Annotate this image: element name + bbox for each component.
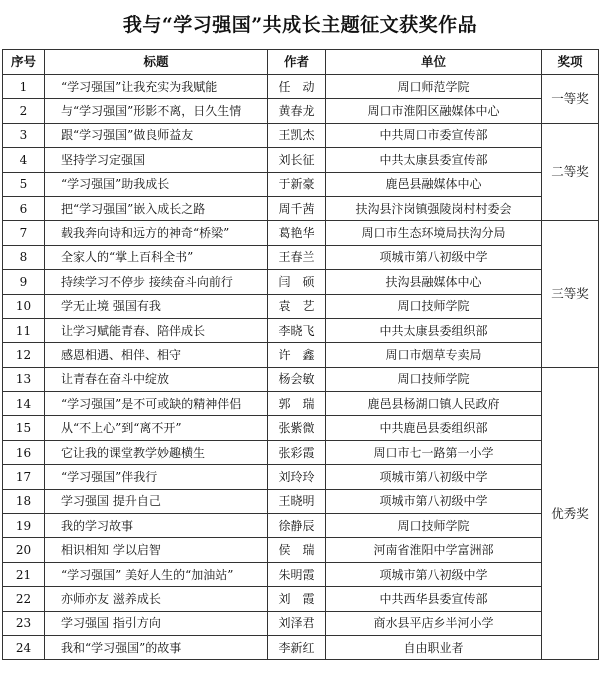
cell-title: 学无止境 强国有我 bbox=[45, 294, 268, 318]
table-row bbox=[3, 221, 599, 245]
cell-title: 感恩相遇、相伴、相守 bbox=[45, 343, 268, 367]
cell-title: 相识相知 学以启智 bbox=[45, 538, 268, 562]
table-row bbox=[3, 318, 599, 342]
cell-no: 9 bbox=[3, 270, 45, 294]
cell-author: 侯 瑞 bbox=[268, 538, 326, 562]
table-row bbox=[3, 392, 599, 416]
cell-title: 持续学习不停步 接续奋斗向前行 bbox=[45, 270, 268, 294]
cell-author: 黄春龙 bbox=[268, 99, 326, 123]
cell-title: 跟“学习强国”做良师益友 bbox=[45, 123, 268, 147]
cell-author: 袁 艺 bbox=[268, 294, 326, 318]
cell-unit: 项城市第八初级中学 bbox=[326, 562, 542, 586]
cell-no: 3 bbox=[3, 123, 45, 147]
table-body bbox=[3, 75, 599, 660]
cell-no: 12 bbox=[3, 343, 45, 367]
cell-no: 7 bbox=[3, 221, 45, 245]
header-no: 序号 bbox=[3, 50, 45, 75]
table-row bbox=[3, 99, 599, 123]
cell-unit: 中共太康县委组织部 bbox=[326, 318, 542, 342]
cell-author: 闫 硕 bbox=[268, 270, 326, 294]
cell-author: 葛艳华 bbox=[268, 221, 326, 245]
table-row bbox=[3, 489, 599, 513]
cell-author: 徐静辰 bbox=[268, 514, 326, 538]
table-row bbox=[3, 123, 599, 147]
table-row bbox=[3, 562, 599, 586]
cell-unit: 周口市淮阳区融媒体中心 bbox=[326, 99, 542, 123]
cell-no: 5 bbox=[3, 172, 45, 196]
table-header-row bbox=[3, 50, 599, 75]
cell-author: 王凯杰 bbox=[268, 123, 326, 147]
cell-unit: 鹿邑县杨湖口镇人民政府 bbox=[326, 392, 542, 416]
cell-award: 优秀奖 bbox=[542, 367, 599, 660]
table-row bbox=[3, 635, 599, 659]
header-unit: 单位 bbox=[326, 50, 542, 75]
cell-unit: 自由职业者 bbox=[326, 635, 542, 659]
cell-award: 二等奖 bbox=[542, 123, 599, 221]
cell-author: 刘 霞 bbox=[268, 587, 326, 611]
cell-unit: 鹿邑县融媒体中心 bbox=[326, 172, 542, 196]
cell-unit: 周口技师学院 bbox=[326, 514, 542, 538]
header-title: 标题 bbox=[45, 50, 268, 75]
cell-author: 任 动 bbox=[268, 75, 326, 99]
cell-author: 郭 瑞 bbox=[268, 392, 326, 416]
cell-author: 刘玲玲 bbox=[268, 465, 326, 489]
table-row bbox=[3, 465, 599, 489]
cell-unit: 项城市第八初级中学 bbox=[326, 465, 542, 489]
cell-no: 10 bbox=[3, 294, 45, 318]
cell-author: 李晓飞 bbox=[268, 318, 326, 342]
table-row bbox=[3, 514, 599, 538]
cell-title: “学习强国”是不可或缺的精神伴侣 bbox=[45, 392, 268, 416]
cell-unit: 河南省淮阳中学富洲部 bbox=[326, 538, 542, 562]
cell-no: 19 bbox=[3, 514, 45, 538]
cell-title: 它让我的课堂教学妙趣横生 bbox=[45, 440, 268, 464]
cell-unit: 周口技师学院 bbox=[326, 294, 542, 318]
cell-author: 刘泽君 bbox=[268, 611, 326, 635]
cell-author: 朱明霞 bbox=[268, 562, 326, 586]
cell-author: 周千茜 bbox=[268, 196, 326, 220]
cell-unit: 中共太康县委宣传部 bbox=[326, 148, 542, 172]
header-author: 作者 bbox=[268, 50, 326, 75]
cell-unit: 项城市第八初级中学 bbox=[326, 245, 542, 269]
cell-title: 我的学习故事 bbox=[45, 514, 268, 538]
cell-author: 刘长征 bbox=[268, 148, 326, 172]
cell-no: 11 bbox=[3, 318, 45, 342]
cell-title: 我和“学习强国”的故事 bbox=[45, 635, 268, 659]
cell-no: 1 bbox=[3, 75, 45, 99]
cell-title: 载我奔向诗和远方的神奇“桥梁” bbox=[45, 221, 268, 245]
table-row bbox=[3, 75, 599, 99]
cell-unit: 中共西华县委宣传部 bbox=[326, 587, 542, 611]
cell-title: 与“学习强国”形影不离，日久生情 bbox=[45, 99, 268, 123]
cell-no: 16 bbox=[3, 440, 45, 464]
table-row bbox=[3, 611, 599, 635]
cell-author: 于新豪 bbox=[268, 172, 326, 196]
cell-unit: 商水县平店乡半河小学 bbox=[326, 611, 542, 635]
cell-title: 坚持学习定强国 bbox=[45, 148, 268, 172]
cell-author: 许 鑫 bbox=[268, 343, 326, 367]
cell-title: 把“学习强国”嵌入成长之路 bbox=[45, 196, 268, 220]
cell-title: 让青春在奋斗中绽放 bbox=[45, 367, 268, 391]
table-row bbox=[3, 294, 599, 318]
cell-unit: 周口师范学院 bbox=[326, 75, 542, 99]
cell-author: 杨会敏 bbox=[268, 367, 326, 391]
page-title: 我与“学习强国”共成长主题征文获奖作品 bbox=[122, 14, 478, 36]
header-award: 奖项 bbox=[542, 50, 599, 75]
cell-title: 亦师亦友 滋养成长 bbox=[45, 587, 268, 611]
table-row bbox=[3, 172, 599, 196]
cell-author: 张紫微 bbox=[268, 416, 326, 440]
cell-unit: 中共鹿邑县委组织部 bbox=[326, 416, 542, 440]
cell-unit: 中共周口市委宣传部 bbox=[326, 123, 542, 147]
cell-title: 全家人的“掌上百科全书” bbox=[45, 245, 268, 269]
table-row bbox=[3, 538, 599, 562]
table-row bbox=[3, 367, 599, 391]
cell-no: 4 bbox=[3, 148, 45, 172]
cell-no: 21 bbox=[3, 562, 45, 586]
cell-no: 14 bbox=[3, 392, 45, 416]
cell-no: 8 bbox=[3, 245, 45, 269]
cell-title: “学习强国” 美好人生的“加油站” bbox=[45, 562, 268, 586]
cell-author: 王春兰 bbox=[268, 245, 326, 269]
cell-unit: 周口技师学院 bbox=[326, 367, 542, 391]
table-row bbox=[3, 196, 599, 220]
cell-no: 18 bbox=[3, 489, 45, 513]
cell-author: 王晓明 bbox=[268, 489, 326, 513]
cell-unit: 周口市七一路第一小学 bbox=[326, 440, 542, 464]
table-row bbox=[3, 416, 599, 440]
cell-title: 让学习赋能青春、陪伴成长 bbox=[45, 318, 268, 342]
cell-award: 一等奖 bbox=[542, 75, 599, 124]
cell-no: 24 bbox=[3, 635, 45, 659]
cell-award: 三等奖 bbox=[542, 221, 599, 367]
cell-title: 学习强国 提升自己 bbox=[45, 489, 268, 513]
cell-author: 张彩霞 bbox=[268, 440, 326, 464]
cell-no: 22 bbox=[3, 587, 45, 611]
awards-table bbox=[2, 49, 599, 660]
cell-unit: 项城市第八初级中学 bbox=[326, 489, 542, 513]
table-row bbox=[3, 587, 599, 611]
cell-title: “学习强国”助我成长 bbox=[45, 172, 268, 196]
cell-no: 2 bbox=[3, 99, 45, 123]
table-row bbox=[3, 440, 599, 464]
cell-no: 17 bbox=[3, 465, 45, 489]
cell-unit: 周口市生态环境局扶沟分局 bbox=[326, 221, 542, 245]
table-row bbox=[3, 270, 599, 294]
cell-author: 李新红 bbox=[268, 635, 326, 659]
cell-title: “学习强国”伴我行 bbox=[45, 465, 268, 489]
table-row bbox=[3, 245, 599, 269]
cell-unit: 周口市烟草专卖局 bbox=[326, 343, 542, 367]
cell-no: 23 bbox=[3, 611, 45, 635]
cell-title: “学习强国”让我充实为我赋能 bbox=[45, 75, 268, 99]
cell-title: 学习强国 指引方向 bbox=[45, 611, 268, 635]
cell-no: 13 bbox=[3, 367, 45, 391]
cell-no: 15 bbox=[3, 416, 45, 440]
table-row bbox=[3, 343, 599, 367]
table-row bbox=[3, 148, 599, 172]
cell-no: 6 bbox=[3, 196, 45, 220]
cell-unit: 扶沟县汴岗镇强陵岗村村委会 bbox=[326, 196, 542, 220]
cell-unit: 扶沟县融媒体中心 bbox=[326, 270, 542, 294]
cell-no: 20 bbox=[3, 538, 45, 562]
cell-title: 从“不上心”到“离不开” bbox=[45, 416, 268, 440]
